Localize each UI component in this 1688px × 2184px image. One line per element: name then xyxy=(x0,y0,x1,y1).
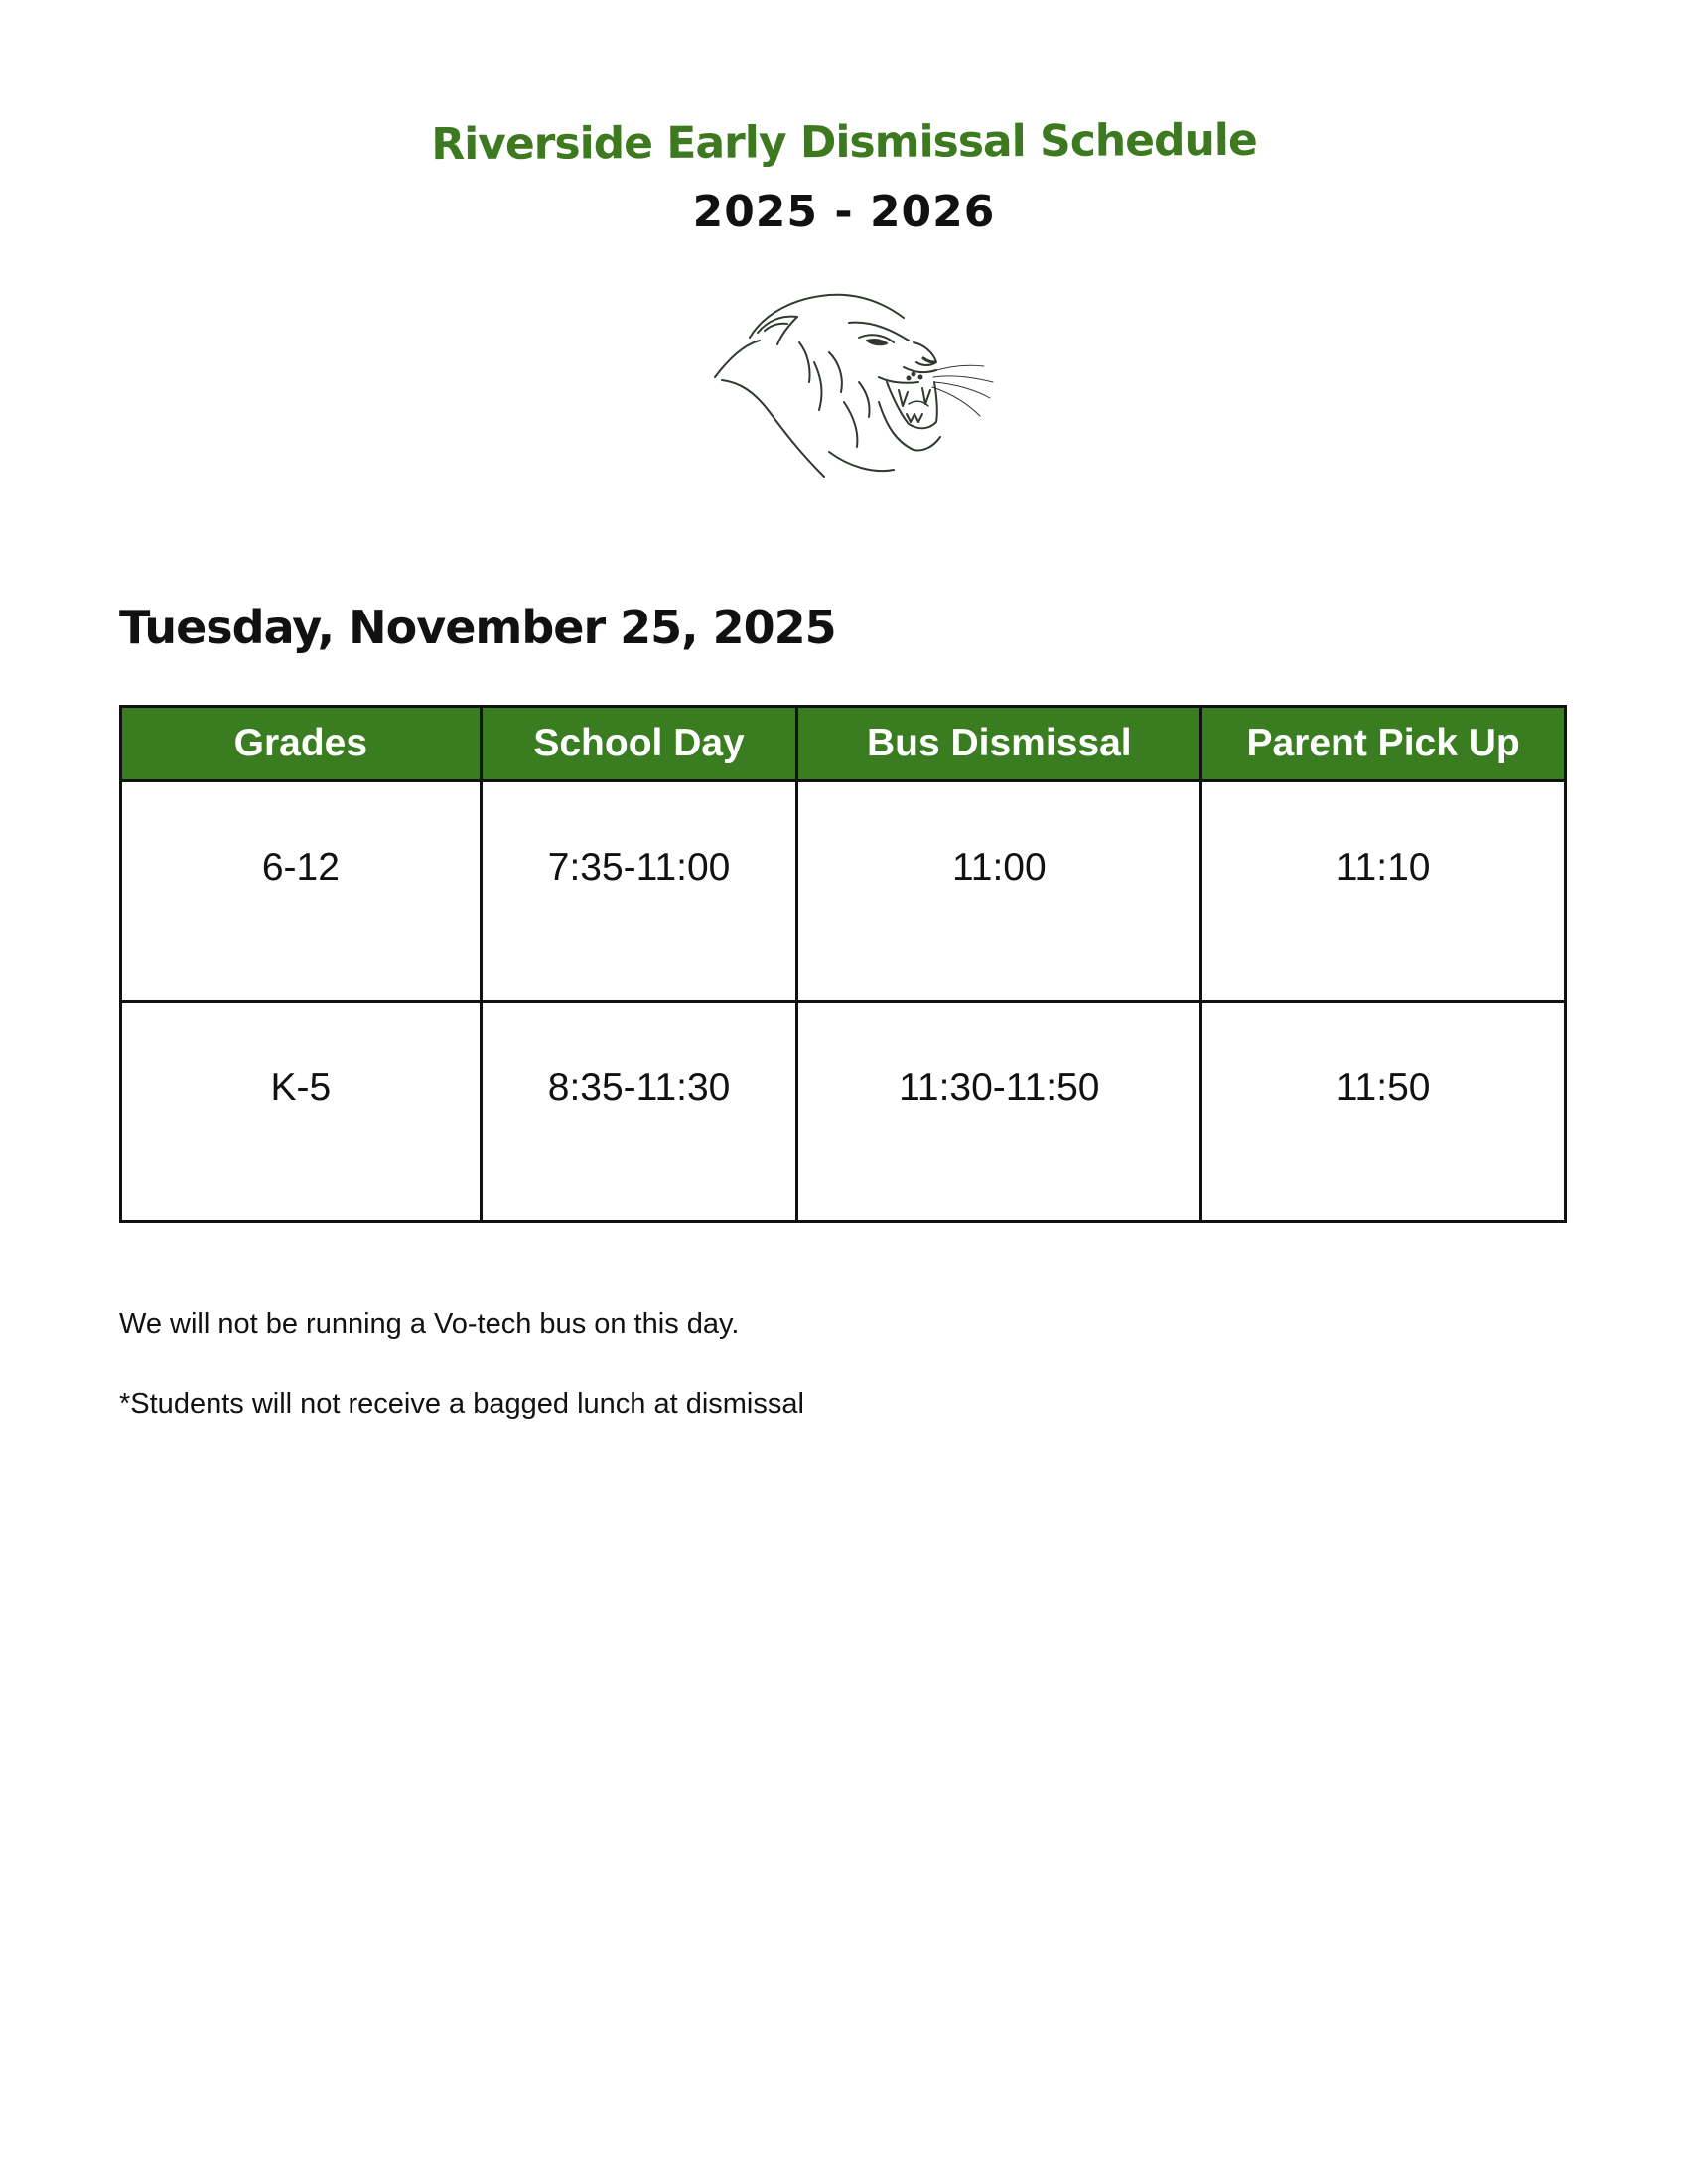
school-year: 2025 - 2026 xyxy=(692,187,996,237)
cell-text: 7:35-11:00 xyxy=(547,846,731,888)
table-row xyxy=(121,1002,1566,1222)
table-cell-parent-pick-up xyxy=(1201,781,1566,1002)
panther-head-icon xyxy=(710,283,998,491)
note-bagged-lunch: *Students will not receive a bagged lunch at dismissal xyxy=(119,1388,804,1420)
table-cell-bus-dismissal xyxy=(797,1002,1201,1222)
note-votech-bus: We will not be running a Vo-tech bus on this day. xyxy=(119,1308,740,1340)
event-date-heading: Tuesday, November 25, 2025 xyxy=(119,601,836,654)
table-cell-parent-pick-up xyxy=(1201,1002,1566,1222)
cell-text: K-5 xyxy=(270,1066,332,1109)
dismissal-schedule-table xyxy=(119,705,1567,1223)
table-cell-school-day xyxy=(481,781,797,1002)
column-header-parent-pick-up: Parent Pick Up xyxy=(1201,707,1566,781)
column-header-school-day: School Day xyxy=(481,707,797,781)
cell-text: 8:35-11:30 xyxy=(547,1066,731,1109)
cell-text: 11:30-11:50 xyxy=(899,1066,1100,1109)
cell-text: 11:10 xyxy=(1336,846,1431,888)
table-cell-grades xyxy=(121,1002,482,1222)
cell-text: 11:50 xyxy=(1336,1066,1431,1109)
cell-text: 6-12 xyxy=(261,846,340,888)
page-title: Riverside Early Dismissal Schedule xyxy=(431,114,1257,171)
table-header-row xyxy=(121,707,1566,781)
table-cell-school-day xyxy=(481,1002,797,1222)
cell-text: 11:00 xyxy=(951,846,1047,888)
column-header-bus-dismissal: Bus Dismissal xyxy=(797,707,1201,781)
table-cell-bus-dismissal xyxy=(797,781,1201,1002)
column-header-grades: Grades xyxy=(121,707,482,781)
table-cell-grades xyxy=(121,781,482,1002)
table-row xyxy=(121,781,1566,1002)
